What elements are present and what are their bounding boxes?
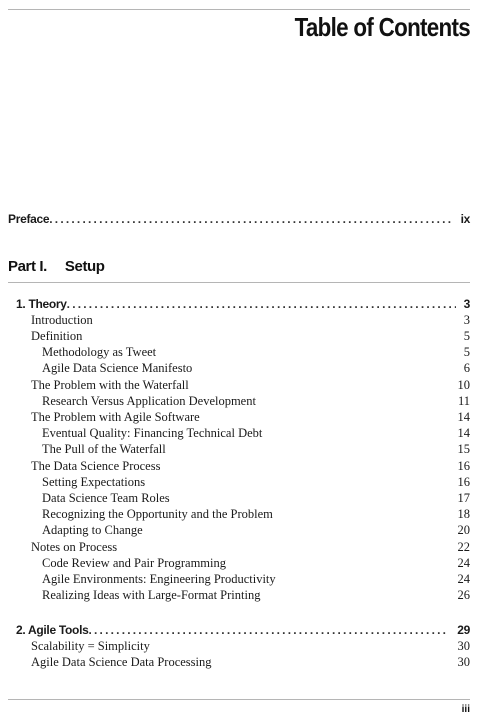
toc-entry[interactable] — [8, 459, 470, 474]
toc-entry-page: 16 — [457, 475, 470, 489]
toc-entry-page: 18 — [457, 507, 470, 521]
bottom-rule — [8, 699, 470, 700]
toc-chapter-title: 1. Theory — [16, 297, 67, 311]
page-title: Table of Contents — [294, 12, 470, 42]
toc-entry-page: 20 — [457, 523, 470, 537]
toc-entry-page: 30 — [457, 655, 470, 669]
toc-subentry[interactable] — [8, 345, 470, 360]
toc-entry-page: 17 — [457, 491, 470, 505]
toc-subentry[interactable] — [8, 426, 470, 441]
toc-entry-page: 26 — [457, 588, 470, 602]
part-number: Part I. — [8, 258, 47, 275]
toc-entry-page: 14 — [457, 410, 470, 424]
toc-entry[interactable] — [8, 410, 470, 425]
toc-entry-title: Definition — [31, 329, 83, 343]
toc-entry-page: 30 — [457, 639, 470, 653]
toc-subentry[interactable] — [8, 361, 470, 376]
toc-entry-page: 22 — [457, 540, 470, 554]
toc-subentry[interactable] — [8, 442, 470, 457]
toc-entry-title: Agile Data Science Manifesto — [42, 361, 193, 375]
toc-chapter-row[interactable] — [8, 297, 470, 312]
toc-chapter-page: 29 — [457, 623, 470, 637]
toc-entry-title: Realizing Ideas with Large-Format Printing — [42, 588, 261, 602]
toc-preface-row[interactable] — [8, 212, 470, 227]
toc-entry-title: Recognizing the Opportunity and the Problem — [42, 507, 273, 521]
toc-entry-title: Introduction — [31, 313, 93, 327]
toc-entry-title: Agile Environments: Engineering Productivity — [42, 572, 276, 586]
toc-entry[interactable] — [8, 639, 470, 654]
page-number: iii — [461, 704, 470, 715]
toc-entry-page: 5 — [463, 345, 470, 359]
toc-entry-page: 5 — [463, 329, 470, 343]
toc-entry-page: 24 — [457, 556, 470, 570]
toc-entry[interactable] — [8, 329, 470, 344]
toc-entry-title: Data Science Team Roles — [42, 491, 170, 505]
toc-entry-title: Setting Expectations — [42, 475, 146, 489]
toc-subentry[interactable] — [8, 523, 470, 538]
toc-entry-title: The Data Science Process — [31, 459, 161, 473]
toc-entry-page: 6 — [463, 361, 470, 375]
toc-entry[interactable] — [8, 378, 470, 393]
toc-subentry[interactable] — [8, 556, 470, 571]
toc-preface-title: Preface — [8, 212, 50, 226]
toc-subentry[interactable] — [8, 588, 470, 603]
toc-entry-page: 24 — [457, 572, 470, 586]
toc-entry[interactable] — [8, 313, 470, 328]
toc-subentry[interactable] — [8, 507, 470, 522]
toc-entry-title: The Pull of the Waterfall — [42, 442, 166, 456]
toc-preface-page: ix — [460, 212, 470, 226]
toc-entry-title: Eventual Quality: Financing Technical Debt — [42, 426, 263, 440]
toc-entry[interactable] — [8, 655, 470, 670]
toc-entry-page: 16 — [457, 459, 470, 473]
dot-leader — [67, 297, 456, 312]
toc-entry-title: The Problem with Agile Software — [31, 410, 200, 424]
toc-entry-page: 3 — [463, 313, 470, 327]
toc-entry-title: Notes on Process — [31, 540, 118, 554]
toc-entry-page: 11 — [457, 394, 470, 408]
top-rule — [8, 9, 470, 10]
toc-entry-title: Research Versus Application Development — [42, 394, 256, 408]
toc-entry-title: Code Review and Pair Programming — [42, 556, 226, 570]
toc-entry-title: Agile Data Science Data Processing — [31, 655, 212, 669]
toc-entry[interactable] — [8, 540, 470, 555]
toc-entry-page: 15 — [457, 442, 470, 456]
toc-subentry[interactable] — [8, 475, 470, 490]
toc-entry-page: 10 — [457, 378, 470, 392]
dot-leader — [88, 623, 449, 638]
toc-entry-title: Adapting to Change — [42, 523, 143, 537]
part-heading — [8, 258, 105, 275]
dot-leader — [49, 212, 452, 227]
toc-entry-title: Scalability = Simplicity — [31, 639, 150, 653]
toc-chapter-title: 2. Agile Tools — [16, 623, 89, 637]
toc-entry-title: The Problem with the Waterfall — [31, 378, 189, 392]
toc-chapter-row[interactable] — [8, 623, 470, 638]
toc-entry-page: 14 — [457, 426, 470, 440]
toc-chapter-page: 3 — [463, 297, 470, 311]
toc-subentry[interactable] — [8, 394, 470, 409]
toc-subentry[interactable] — [8, 491, 470, 506]
part-name: Setup — [64, 258, 105, 275]
toc-entry-title: Methodology as Tweet — [42, 345, 157, 359]
part-rule — [8, 282, 470, 283]
toc-subentry[interactable] — [8, 572, 470, 587]
